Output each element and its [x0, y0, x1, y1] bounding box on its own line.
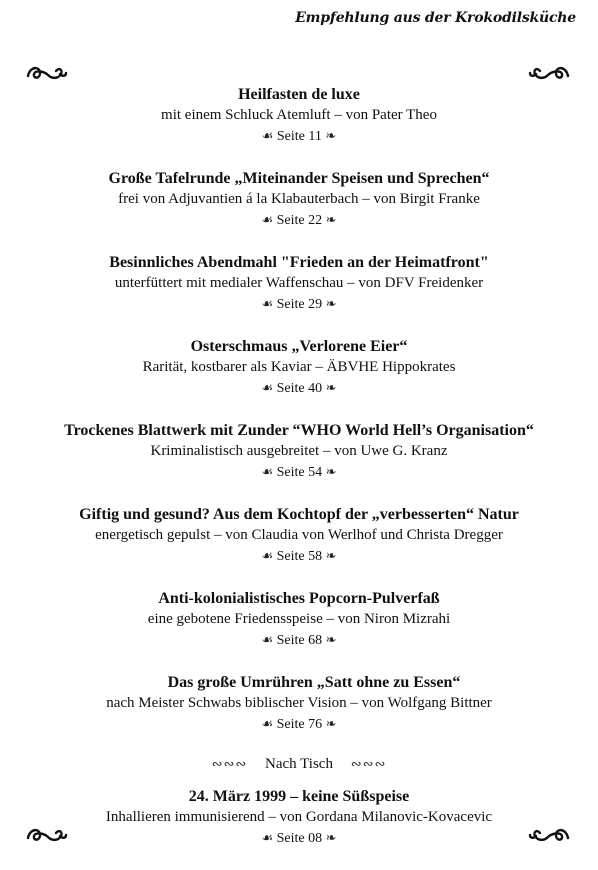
menu-list: [0, 84, 598, 848]
entry-title: Osterschmaus „Verlorene Eier“: [190, 338, 408, 355]
entry-title: Besinnliches Abendmahl "Frieden an der Heimatfront": [109, 254, 489, 271]
leaf-right-icon: ❧: [325, 128, 337, 143]
page-reference[interactable]: [0, 378, 598, 398]
leaf-left-icon: ☙: [261, 548, 274, 563]
flourish-icon: [528, 62, 572, 84]
leaf-left-icon: ☙: [261, 212, 274, 227]
leaf-right-icon: ❧: [325, 716, 337, 731]
entry-subtitle: unterfüttert mit medialer Waffenschau – von DFV Freidenker: [114, 275, 484, 291]
section-divider: [0, 754, 598, 774]
leaf-right-icon: ❧: [325, 830, 337, 845]
entry-subtitle: Kriminalistisch ausgebreitet – von Uwe G. Kranz: [150, 443, 448, 459]
menu-entry: [0, 252, 598, 314]
swirl-left-icon: ∾∾∾: [211, 756, 248, 771]
page-number: Seite 40: [276, 381, 323, 396]
leaf-left-icon: ☙: [261, 380, 274, 395]
entry-title: Große Tafelrunde „Miteinander Speisen und Sprechen“: [108, 170, 490, 187]
menu-entry: [0, 672, 598, 734]
leaf-left-icon: ☙: [261, 830, 274, 845]
entry-subtitle: eine gebotene Friedensspeise – von Niron Mizrahi: [147, 611, 451, 627]
menu-entry: [0, 168, 598, 230]
page-number: Seite 76: [276, 717, 323, 732]
page-reference[interactable]: [0, 546, 598, 566]
leaf-left-icon: ☙: [261, 128, 274, 143]
page-number: Seite 22: [276, 213, 323, 228]
page-reference[interactable]: [0, 126, 598, 146]
swirl-right-icon: ∾∾∾: [350, 756, 387, 771]
page-reference[interactable]: [0, 210, 598, 230]
entry-title: Trockenes Blattwerk mit Zunder “WHO World Hell’s Organisation“: [64, 422, 534, 439]
page-number: Seite 29: [276, 297, 323, 312]
page-number: Seite 54: [276, 465, 323, 480]
menu-entry: [0, 504, 598, 566]
page-number: Seite 08: [276, 831, 323, 846]
entry-subtitle: Inhallieren immunisierend – von Gordana Milanovic-Kovacevic: [105, 809, 493, 825]
leaf-right-icon: ❧: [325, 296, 337, 311]
leaf-right-icon: ❧: [325, 464, 337, 479]
menu-entry: [0, 336, 598, 398]
entry-subtitle: mit einem Schluck Atemluft – von Pater Theo: [161, 107, 437, 123]
leaf-right-icon: ❧: [325, 380, 337, 395]
page-reference[interactable]: [0, 828, 598, 848]
entry-title: Heilfasten de luxe: [238, 86, 360, 103]
entry-subtitle: nach Meister Schwabs biblischer Vision – von Wolfgang Bittner: [106, 695, 492, 711]
page-number: Seite 11: [276, 129, 322, 144]
entry-title: 24. März 1999 – keine Süßspeise: [188, 788, 410, 805]
entry-title: Das große Umrühren „Satt ohne zu Essen“: [167, 674, 461, 691]
leaf-left-icon: ☙: [261, 464, 274, 479]
leaf-left-icon: ☙: [261, 716, 274, 731]
flourish-icon: [24, 62, 68, 84]
page-reference[interactable]: [0, 630, 598, 650]
page-reference[interactable]: [0, 294, 598, 314]
divider-label: Nach Tisch: [265, 756, 333, 772]
entry-title: Giftig und gesund? Aus dem Kochtopf der „verbesserten“ Natur: [79, 506, 519, 523]
leaf-right-icon: ❧: [325, 212, 337, 227]
entry-subtitle: frei von Adjuvantien á la Klabauterbach – von Birgit Franke: [118, 191, 480, 207]
menu-entry: [0, 786, 598, 848]
entry-subtitle: energetisch gepulst – von Claudia von Werlhof und Christa Dregger: [95, 527, 503, 543]
leaf-left-icon: ☙: [261, 296, 274, 311]
menu-entry: [0, 84, 598, 146]
leaf-left-icon: ☙: [261, 632, 274, 647]
page-reference[interactable]: [0, 462, 598, 482]
page-header: Empfehlung aus der Krokodilsküche: [295, 10, 576, 26]
page-reference[interactable]: [0, 714, 598, 734]
leaf-right-icon: ❧: [325, 548, 337, 563]
menu-entry: [0, 420, 598, 482]
page-number: Seite 58: [276, 549, 323, 564]
page-number: Seite 68: [276, 633, 323, 648]
menu-entry: [0, 588, 598, 650]
leaf-right-icon: ❧: [325, 632, 337, 647]
entry-title: Anti-kolonialistisches Popcorn-Pulverfaß: [158, 590, 440, 607]
entry-subtitle: Rarität, kostbarer als Kaviar – ÄBVHE Hippokrates: [142, 359, 456, 375]
